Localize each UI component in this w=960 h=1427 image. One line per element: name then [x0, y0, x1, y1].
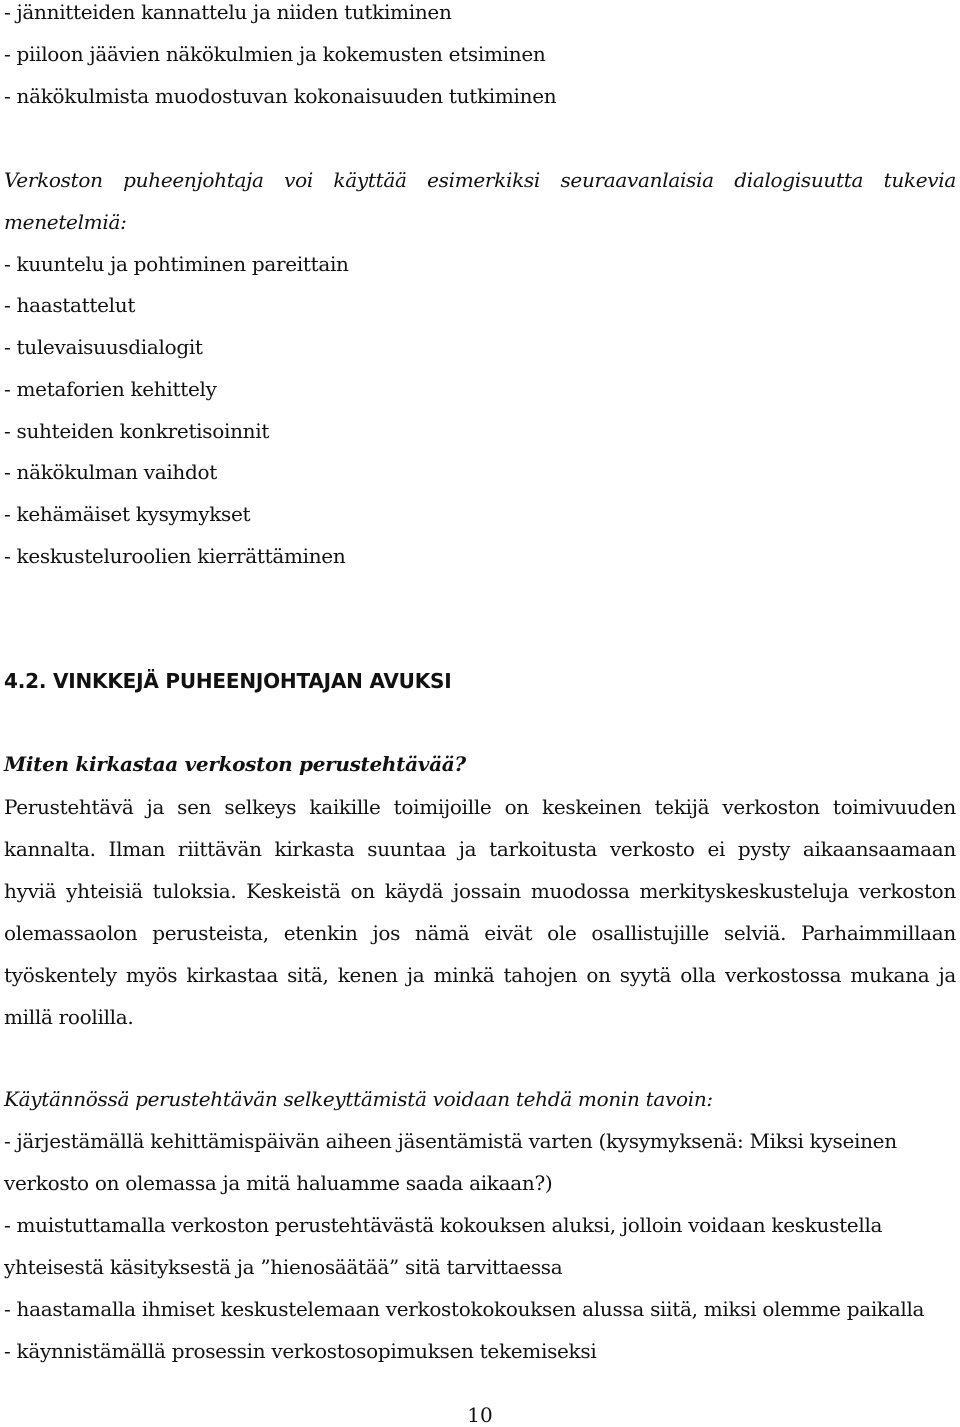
methods-intro-line: menetelmiä: [4, 210, 127, 234]
paragraph-line: hyviä yhteisiä tuloksia. Keskeistä on käydä jossain muodossa merkityskeskusteluja verkoston [4, 879, 956, 903]
method-list-item: - näkökulman vaihdot [4, 460, 217, 484]
methods-intro-line: Verkoston puheenjohtaja voi käyttää esimerkiksi seuraavanlaisia dialogisuutta tukevia [4, 168, 956, 192]
paragraph-line: olemassaolon perusteista, etenkin jos nämä eivät ole osallistujille selviä. Parhaimmillaan [4, 921, 956, 945]
document-page [4, 0, 956, 1425]
top-list-item: - piiloon jäävien näkökulmien ja kokemusten etsiminen [4, 42, 546, 66]
method-list-item: - kuuntelu ja pohtiminen pareittain [4, 252, 349, 276]
method-list-item: - haastattelut [4, 293, 136, 317]
top-list-item: - jännitteiden kannattelu ja niiden tutkiminen [4, 0, 452, 24]
method-list-item: - suhteiden konkretisoinnit [4, 419, 270, 443]
method-list-item: - tulevaisuusdialogit [4, 335, 203, 359]
practice-line: verkosto on olemassa ja mitä haluamme saada aikaan?) [4, 1171, 553, 1195]
method-list-item: - keskusteluroolien kierrättäminen [4, 544, 346, 568]
practice-intro: Käytännössä perustehtävän selkeyttämistä voidaan tehdä monin tavoin: [4, 1087, 713, 1111]
section-heading: 4.2. VINKKEJÄ PUHEENJOHTAJAN AVUKSI [4, 669, 452, 693]
top-list-item: - näkökulmista muodostuvan kokonaisuuden tutkiminen [4, 84, 557, 108]
practice-line: - haastamalla ihmiset keskustelemaan verkostokokouksen alussa siitä, miksi olemme paikalla [4, 1297, 925, 1321]
paragraph-line: kannalta. Ilman riittävän kirkasta suuntaa ja tarkoitusta verkosto ei pysty aikaansaamaan [4, 837, 956, 861]
method-list-item: - metaforien kehittely [4, 377, 217, 401]
page-number: 10 [467, 1403, 493, 1427]
paragraph-line: millä roolilla. [4, 1005, 134, 1029]
paragraph-line: Perustehtävä ja sen selkeys kaikille toimijoille on keskeinen tekijä verkoston toimivuuden [4, 795, 956, 819]
practice-line: - järjestämällä kehittämispäivän aiheen jäsentämistä varten (kysymyksenä: Miksi kyseinen [4, 1129, 897, 1153]
practice-line: - käynnistämällä prosessin verkostosopimuksen tekemiseksi [4, 1339, 597, 1363]
practice-line: yhteisestä käsityksestä ja ”hienosäätää” sitä tarvittaessa [4, 1255, 563, 1279]
paragraph-line: työskentely myös kirkastaa sitä, kenen ja minkä tahojen on syytä olla verkostossa mukana ja [4, 963, 956, 987]
practice-line: - muistuttamalla verkoston perustehtävästä kokouksen aluksi, jolloin voidaan keskustella [4, 1213, 883, 1237]
method-list-item: - kehämäiset kysymykset [4, 502, 251, 526]
subheading: Miten kirkastaa verkoston perustehtävää? [4, 752, 466, 776]
